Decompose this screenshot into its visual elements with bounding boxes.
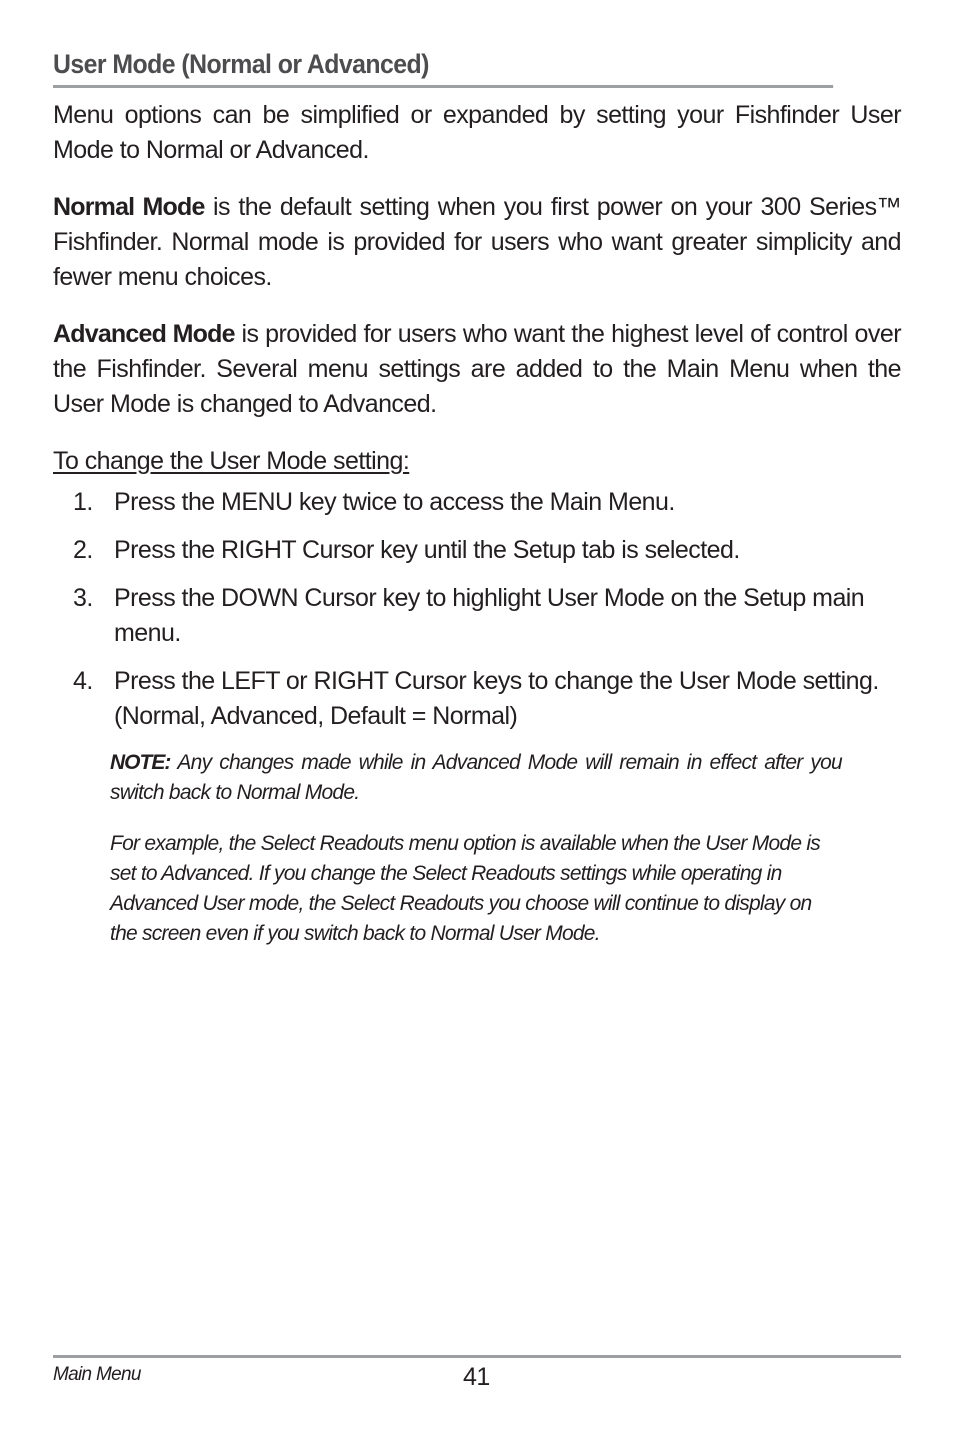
step-text: Press the RIGHT Cursor key until the Setup tab is selected.	[114, 536, 740, 564]
normal-mode-text: is the default setting when you first power on your 300 Series™ Fishfinder. Normal mode is provided for users who want greater simplicity and fewer menu choices.	[53, 193, 901, 291]
step-number: 1.	[73, 488, 93, 516]
step-number: 3.	[73, 584, 93, 612]
step-number: 4.	[73, 667, 93, 695]
intro-paragraph: Menu options can be simplified or expanded by setting your Fishfinder User Mode to Normal or Advanced.	[53, 101, 901, 164]
footer-divider	[53, 1355, 901, 1358]
normal-mode-paragraph	[53, 190, 901, 295]
note-paragraph	[110, 748, 842, 808]
footer-section-name: Main Menu	[53, 1364, 141, 1385]
step-item	[53, 664, 901, 734]
procedure-heading: To change the User Mode setting:	[53, 447, 410, 475]
procedure-steps	[53, 485, 901, 734]
step-item	[53, 485, 901, 520]
page-number: 41	[463, 1363, 490, 1391]
advanced-mode-label: Advanced Mode	[53, 320, 235, 348]
advanced-mode-text: is provided for users who want the highest level of control over the Fishfinder. Several menu settings are added to the Main Menu when the User Mode is changed to Advanced.	[53, 320, 901, 418]
step-item	[53, 533, 901, 568]
step-text: Press the LEFT or RIGHT Cursor keys to change the User Mode setting. (Normal, Advanced, Default = Normal)	[114, 667, 879, 730]
step-text: Press the MENU key twice to access the Main Menu.	[114, 488, 675, 516]
note-label: NOTE:	[110, 751, 171, 774]
section-title: User Mode (Normal or Advanced)	[53, 44, 833, 88]
step-text: Press the DOWN Cursor key to highlight User Mode on the Setup main menu.	[114, 584, 865, 647]
note-text: Any changes made while in Advanced Mode will remain in effect after you switch back to Normal Mode.	[110, 751, 842, 804]
normal-mode-label: Normal Mode	[53, 193, 205, 221]
advanced-mode-paragraph	[53, 317, 901, 422]
page-content	[53, 44, 901, 970]
example-paragraph: For example, the Select Readouts menu option is available when the User Mode is set to Advanced. If you change the Select Readouts settings while operating in Advanced User mode, the Select Readouts you choose will continue to display on the screen even if you switch back to Normal User Mode.	[110, 832, 820, 945]
step-item	[53, 581, 901, 651]
step-number: 2.	[73, 536, 93, 564]
